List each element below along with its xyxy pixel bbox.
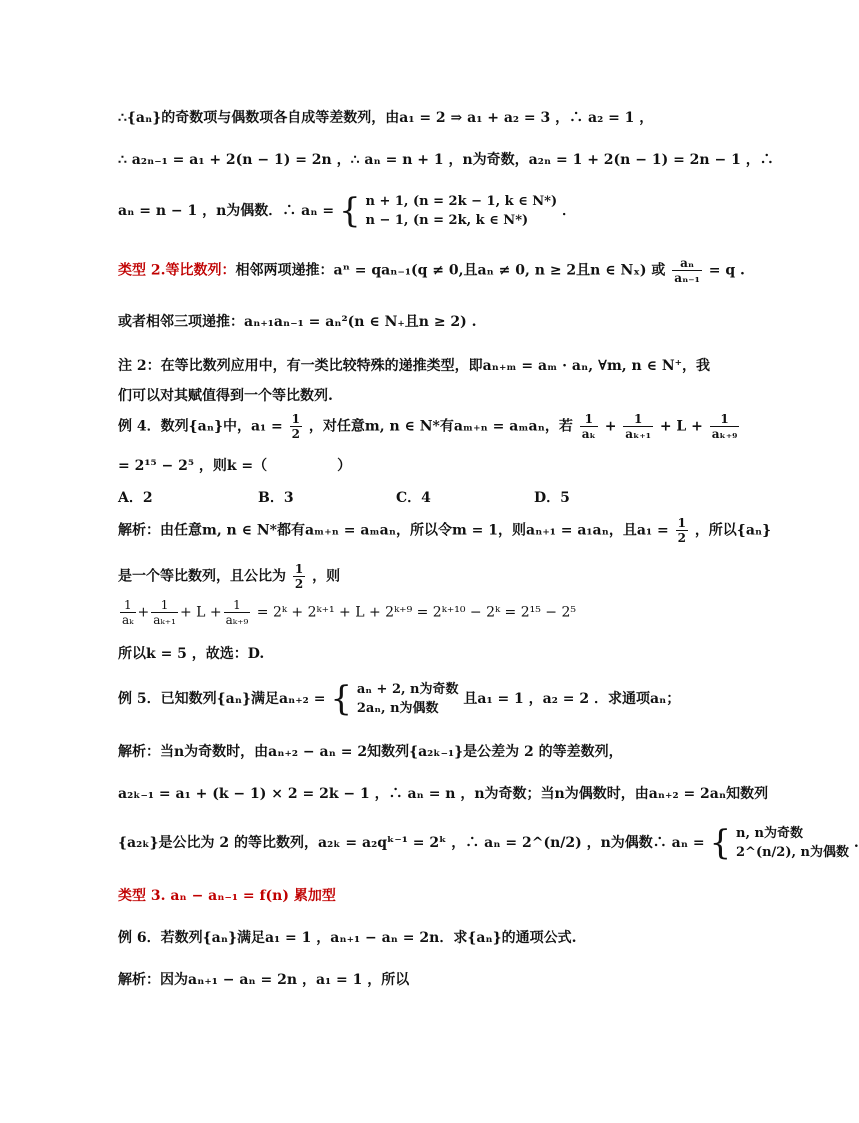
sol5-case-odd: n, n为奇数	[736, 826, 803, 841]
ex4-plus-1: +	[604, 418, 617, 435]
note2-line-1: 注 2：在等比数列应用中，有一类比较特殊的递推类型，即aₙ₊ₘ = aₘ · aₙ, ∀m, n ∈ N⁺，我	[118, 358, 711, 374]
ex5-prefix: 例 5．已知数列{aₙ}满足aₙ₊₂ =	[118, 691, 326, 707]
solution5-line-3	[118, 823, 859, 870]
piecewise-end: ．	[562, 203, 577, 219]
example6-statement: 例 6．若数列{aₙ}满足a₁ = 1 ，aₙ₊₁ − aₙ = 2n．求{aₙ}的通项公式.	[118, 930, 577, 946]
sum-rest: = 2ᵏ + 2ᵏ⁺¹ + L + 2ᵏ⁺⁹ = 2ᵏ⁺¹⁰ − 2ᵏ = 2¹⁵ − 2⁵	[256, 604, 576, 621]
solution6-start: 解析：因为aₙ₊₁ − aₙ = 2n ，a₁ = 1 ，所以	[118, 972, 410, 988]
sol4-ratio-den: 2	[294, 577, 304, 591]
choice-b: B．3	[258, 490, 294, 506]
ratio-fraction	[672, 256, 702, 285]
ex4-frac-2-den: aₖ₊₁	[625, 427, 651, 441]
type2-heading-line	[118, 256, 745, 292]
sum-frac-3	[224, 598, 251, 627]
ex4-half-den: 2	[291, 427, 301, 441]
choice-c: C．4	[396, 490, 431, 506]
ex4-half-num: 1	[291, 412, 301, 426]
sum-frac-2	[151, 598, 178, 627]
ex5-brace: {	[330, 679, 352, 719]
ex4-part-b: ，对任意m, n ∈ N*有aₘ₊ₙ = aₘaₙ，若	[308, 418, 573, 435]
solution5-line-1: 解析：当n为奇数时，由aₙ₊₂ − aₙ = 2知数列{a₂ₖ₋₁}是公差为 2 的等差数列，	[118, 744, 623, 760]
solution5-line-2: a₂ₖ₋₁ = a₁ + (k − 1) × 2 = 2k − 1 ，∴ aₙ = n ，n为奇数；当n为偶数时，由aₙ₊₂ = 2aₙ知数列	[118, 786, 769, 802]
note2-line-2: 们可以对其赋值得到一个等比数列.	[118, 388, 333, 404]
sol4-half-den: 2	[677, 531, 686, 545]
ex4-frac-3	[710, 412, 740, 441]
ex4-plus-2: + L +	[659, 418, 703, 435]
line-piecewise-result	[118, 192, 684, 234]
sol4-ratio-num: 1	[294, 562, 304, 576]
sol5-prefix: {a₂ₖ}是公比为 2 的等比数列，a₂ₖ = a₂qᵏ⁻¹ = 2ᵏ ，∴ aₙ = 2^(n/2) ，n为偶数∴ aₙ =	[118, 835, 705, 851]
choice-d: D．5	[534, 490, 570, 506]
ratio-denominator: aₙ₋₁	[674, 271, 700, 285]
example4-statement	[118, 412, 738, 448]
solution4-sum-line: $\frac{1}{\text{aₖ}}$ + $\frac{1}{\text{aₖ₊₁}}$ + L + $\frac{1}{\text{aₖ₊₉}}$ = 2ᵏ + 2ᵏ⁺¹ + L + 2ᵏ⁺⁹ = 2ᵏ⁺¹⁰ − 2ᵏ = 2¹⁵ − 2⁵	[122, 598, 576, 627]
line-odd-even-arith: ∴{aₙ}的奇数项与偶数项各自成等差数列，由a₁ = 2 ⇒ a₁ + a₂ = 3 ，∴ a₂ = 1 ，	[118, 110, 654, 126]
ex4-frac-2	[623, 412, 653, 441]
type2-text: 相邻两项递推：aⁿ = qaₙ₋₁(q ≠ 0,且aₙ ≠ 0, n ≥ 2且n ∈ Nₓ) 或	[235, 262, 666, 279]
example4-question	[118, 456, 684, 476]
sol4-part-b-end: ，则	[312, 568, 341, 585]
sol4-part-b: 是一个等比数列，且公比为	[118, 568, 286, 585]
sol4-half-num: 1	[677, 516, 686, 530]
line-three-term-recursion: 或者相邻三项递推：aₙ₊₁aₙ₋₁ = aₙ²(n ∈ N₊且n ≥ 2) .	[118, 314, 477, 330]
ex4-close-paren: ）	[337, 458, 352, 474]
ex4-frac-1	[580, 412, 598, 441]
sol5-suffix: .	[853, 835, 859, 851]
sol5-case-even: 2^(n/2), n为偶数	[736, 845, 850, 860]
type3-heading: 类型 3. aₙ − aₙ₋₁ = f(n) 累加型	[118, 888, 336, 904]
sol5-cases	[736, 824, 849, 862]
sum-frac-3-num: 1	[224, 598, 251, 613]
type2-title: 类型 2.等比数列：	[118, 262, 236, 279]
ex5-cases	[357, 680, 459, 718]
sum-frac-1-den: aₖ	[122, 613, 134, 627]
example5-statement	[118, 680, 684, 722]
case-odd: n + 1, (n = 2k − 1, k ∈ N*)	[365, 194, 558, 209]
case-even: n − 1, (n = 2k, k ∈ N*)	[365, 213, 529, 228]
sol4-ratio-fraction	[293, 562, 305, 591]
solution4-answer: 所以k = 5 ，故选：D.	[118, 646, 265, 662]
piecewise-prefix: aₙ = n − 1 ，n为偶数．∴ aₙ =	[118, 203, 335, 219]
ex5-suffix: 且a₁ = 1 ，a₂ = 2 ．求通项aₙ；	[463, 691, 681, 707]
line-odd-terms-formula: ∴ a₂ₙ₋₁ = a₁ + 2(n − 1) = 2n ，∴ aₙ = n + 1 ，n为奇数，a₂ₙ = 1 + 2(n − 1) = 2n − 1 ，∴	[118, 152, 774, 168]
ex5-case-even: 2aₙ, n为偶数	[356, 701, 439, 716]
ex5-case-odd: aₙ + 2, n为奇数	[356, 682, 459, 697]
sum-frac-2-num: 1	[151, 598, 178, 613]
sol4-half-fraction	[676, 516, 688, 545]
ex4-frac-2-num: 1	[623, 412, 653, 427]
ex4-part-a: 例 4．数列{aₙ}中，a₁ =	[118, 418, 283, 435]
sum-frac-3-den: aₖ₊₉	[225, 613, 249, 627]
type2-end: = q .	[708, 262, 745, 279]
ex4-part-c: = 2¹⁵ − 2⁵ ，则k =（	[118, 458, 268, 474]
ex4-half-fraction	[290, 412, 302, 441]
sum-frac-2-den: aₖ₊₁	[153, 613, 176, 627]
piecewise-cases	[365, 192, 557, 230]
sum-frac-1	[120, 598, 136, 627]
choice-a: A．2	[118, 490, 153, 506]
sum-frac-1-num: 1	[120, 598, 136, 613]
ex4-frac-1-num: 1	[580, 412, 598, 427]
sol4-part-a-end: ，所以{aₙ}	[694, 522, 772, 539]
ex4-frac-1-den: aₖ	[581, 427, 596, 441]
solution4-line-1	[118, 516, 772, 552]
left-brace: {	[338, 191, 361, 231]
sol5-brace: {	[709, 823, 732, 863]
ex4-frac-3-den: aₖ₊₉	[711, 427, 738, 441]
ex4-frac-3-num: 1	[710, 412, 740, 427]
sol4-part-a: 解析：由任意m, n ∈ N*都有aₘ₊ₙ = aₘaₙ，所以令m = 1，则aₙ₊₁ = a₁aₙ，且a₁ =	[118, 522, 669, 539]
solution4-line-2	[118, 562, 684, 596]
ratio-numerator: aₙ	[672, 256, 702, 271]
